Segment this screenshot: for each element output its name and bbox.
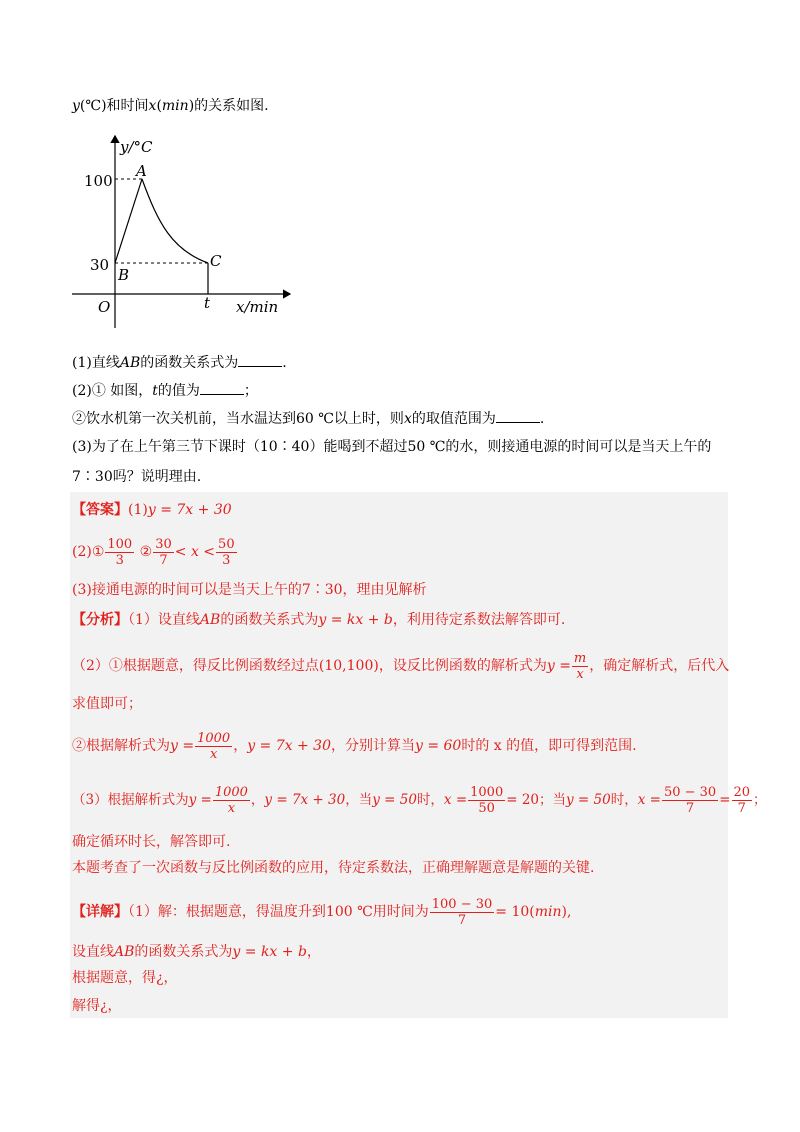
q2a-text-a: (2)① 如图， <box>72 383 153 399</box>
y-axis-label: y/°C <box>120 138 153 156</box>
analysis-p4-e: ；当 <box>539 792 567 808</box>
detail-line-2 <box>72 942 321 962</box>
detail-line-3: 根据题意，得¿， <box>72 970 178 986</box>
frac-den: 7 <box>457 912 467 928</box>
frac-den: 7 <box>737 801 746 816</box>
curve-ac <box>142 179 208 263</box>
q2a-blank <box>200 380 244 395</box>
analysis-p3-y: y = <box>170 738 195 754</box>
detail-d2-ab: AB <box>114 944 135 960</box>
analysis-p4-x2: x = <box>637 792 661 808</box>
analysis-line-5: 确定循环时长，解答即可. <box>72 834 231 850</box>
analysis-p1-b: 的函数关系式为 <box>220 612 319 628</box>
frac-den: x <box>576 666 584 682</box>
analysis-p4-frac-a <box>213 785 250 816</box>
analysis-p4-d: 时， <box>416 792 444 808</box>
answer-line-2 <box>72 532 238 572</box>
question-2b <box>72 408 544 429</box>
analysis-p4-b: ， <box>250 792 265 808</box>
frac-num: 30 <box>155 536 172 552</box>
detail-d1-c: ), <box>561 904 572 920</box>
analysis-p1-expr: y = kx + b <box>318 612 393 628</box>
frac-num: 100 − 30 <box>431 896 493 912</box>
q2b-x: x <box>403 411 412 427</box>
q1-blank <box>238 352 282 367</box>
intro-tail: 的关系如图. <box>194 98 269 114</box>
analysis-p4-f: 时， <box>610 792 638 808</box>
analysis-line-4 <box>72 780 767 820</box>
answer-line-1 <box>72 500 232 520</box>
analysis-p4-frac-1 <box>468 785 505 816</box>
tick-30: 30 <box>90 256 110 274</box>
analysis-p4-a: （3）根据解析式为 <box>72 792 189 808</box>
analysis-p4-cond2: y = 50 <box>566 792 611 808</box>
question-3a: (3)为了在上午第三节下课时（10∶40）能喝到不超过50 ℃的水，则接通电源的时间可以是当天上午的 <box>72 439 712 455</box>
analysis-p2-c: ，确定解析式，后代入 <box>589 658 730 674</box>
analysis-p4-frac-2 <box>662 785 718 816</box>
q2a-end: ； <box>243 383 258 399</box>
answer-2-mid: ② <box>135 544 153 560</box>
analysis-p3-cond: y = 60 <box>414 738 462 754</box>
analysis-p3-expr: y = 7x + 30 <box>247 738 331 754</box>
frac-den: 7 <box>685 801 695 816</box>
detail-d2-b: 的函数关系式为 <box>134 944 233 960</box>
analysis-p3-d: 时的 x 的值，即可得到范围. <box>461 738 637 754</box>
detail-d2-c: ， <box>306 944 321 960</box>
frac-num: 100 <box>107 536 133 552</box>
detail-tag: 【详解】 <box>72 904 128 920</box>
label-c: C <box>210 252 222 270</box>
analysis-p4-c: ，当 <box>345 792 373 808</box>
detail-d2-expr: y = kx + b <box>232 944 307 960</box>
q2b-text-b: 的取值范围为 <box>411 411 496 427</box>
q1-ab: AB <box>119 355 141 371</box>
frac-den: 7 <box>159 552 168 568</box>
q2b-blank <box>496 408 540 423</box>
intro-y-var: y <box>72 98 80 114</box>
answer-2-inequality: < x < <box>174 544 216 560</box>
label-t: t <box>204 294 211 312</box>
analysis-p3-a: ②根据解析式为 <box>72 738 170 754</box>
frac-num: 1000 <box>214 785 248 800</box>
tick-100: 100 <box>84 172 113 190</box>
detail-line-1 <box>72 892 571 932</box>
frac-num: 50 <box>218 536 235 552</box>
answer-2-prefix: (2)① <box>72 544 105 560</box>
analysis-line-3 <box>72 726 637 766</box>
frac-num: 1000 <box>470 785 504 800</box>
q2a-t: t <box>152 383 158 399</box>
analysis-p2-a: （2）①根据题意，得反比例函数经过点 <box>72 658 319 674</box>
intro-x-var: x <box>148 98 157 114</box>
analysis-line-2-cont: 求值即可； <box>72 696 142 712</box>
analysis-p2-point: (10,100) <box>318 658 379 674</box>
analysis-p4-frac-3 <box>732 785 753 816</box>
intro-mid: 和时间 <box>106 98 149 114</box>
answer-1-prefix: (1) <box>128 502 148 518</box>
q2b-end: . <box>539 411 545 427</box>
answer-2-frac-2 <box>153 537 174 568</box>
temperature-graph <box>60 128 300 338</box>
answer-1-expr: y = 7x + 30 <box>147 502 232 518</box>
frac-den: 3 <box>115 552 124 568</box>
analysis-p2-frac <box>572 651 588 682</box>
q2b-text-a: ②饮水机第一次关机前，当水温达到60 ℃以上时，则 <box>72 411 404 427</box>
x-axis-label: x/min <box>236 298 279 316</box>
analysis-p4-x1: x = <box>443 792 468 808</box>
frac-num: 20 <box>733 785 751 800</box>
frac-num: 1000 <box>197 730 231 746</box>
analysis-tag: 【分析】 <box>72 612 128 628</box>
question-3b: 7∶30吗？说明理由. <box>72 469 202 485</box>
analysis-p3-b: ， <box>233 738 248 754</box>
frac-num: m <box>573 650 587 666</box>
q2a-text-b: 的值为 <box>157 383 200 399</box>
frac-den: 50 <box>478 801 495 816</box>
answer-2-frac-3 <box>216 537 237 568</box>
segment-ab <box>115 179 142 263</box>
analysis-p4-expr: y = 7x + 30 <box>264 792 346 808</box>
frac-den: x <box>209 746 218 762</box>
analysis-p4-cond1: y = 50 <box>372 792 417 808</box>
intro-x-unit: min <box>161 98 189 114</box>
analysis-p1-a: （1）设直线 <box>128 612 200 628</box>
frac-den: x <box>227 801 236 816</box>
analysis-p3-frac <box>195 731 232 762</box>
frac-den: 3 <box>222 552 231 568</box>
detail-line-4: 解得¿， <box>72 998 122 1014</box>
analysis-line-2 <box>72 646 729 686</box>
analysis-p2-y: y = <box>546 658 571 674</box>
detail-d1-b: = 10( <box>495 904 535 920</box>
analysis-p4-end: ； <box>753 792 767 808</box>
answer-2-frac-1 <box>105 537 134 568</box>
analysis-p4-y: y = <box>188 792 212 808</box>
detail-d1-unit: min <box>534 904 562 920</box>
label-a: A <box>136 162 147 180</box>
answer-tag: 【答案】 <box>72 502 128 518</box>
q1-end: . <box>282 355 287 371</box>
question-1 <box>72 352 287 373</box>
intro-y-unit: ℃ <box>85 98 102 114</box>
answer-line-3: (3)接通电源的时间可以是当天上午的7∶30，理由见解析 <box>72 582 427 598</box>
analysis-p3-c: ，分别计算当 <box>330 738 415 754</box>
analysis-line-6: 本题考查了一次函数与反比例函数的应用，待定系数法，正确理解题意是解题的关键. <box>72 860 595 876</box>
label-b: B <box>118 266 130 284</box>
q1-text-a: (1)直线 <box>72 355 120 371</box>
analysis-line-1 <box>72 610 565 630</box>
frac-num: 50 − 30 <box>663 785 717 800</box>
analysis-p2-b: ，设反比例函数的解析式为 <box>378 658 547 674</box>
q1-text-b: 的函数关系式为 <box>140 355 239 371</box>
analysis-p4-r1: = 20 <box>506 792 540 808</box>
label-o: O <box>98 298 111 316</box>
analysis-p1-ab: AB <box>199 612 221 628</box>
question-2a <box>72 380 258 401</box>
detail-d1-frac <box>430 897 495 928</box>
detail-d1-a: （1）解：根据题意，得温度升到100 ℃用时间为 <box>128 904 429 920</box>
detail-d2-a: 设直线 <box>72 944 114 960</box>
analysis-p1-c: ，利用待定系数法解答即可. <box>392 612 566 628</box>
analysis-p4-eq: = <box>719 792 731 808</box>
intro-line: y(℃)和时间x(min)的关系如图. <box>72 98 269 114</box>
